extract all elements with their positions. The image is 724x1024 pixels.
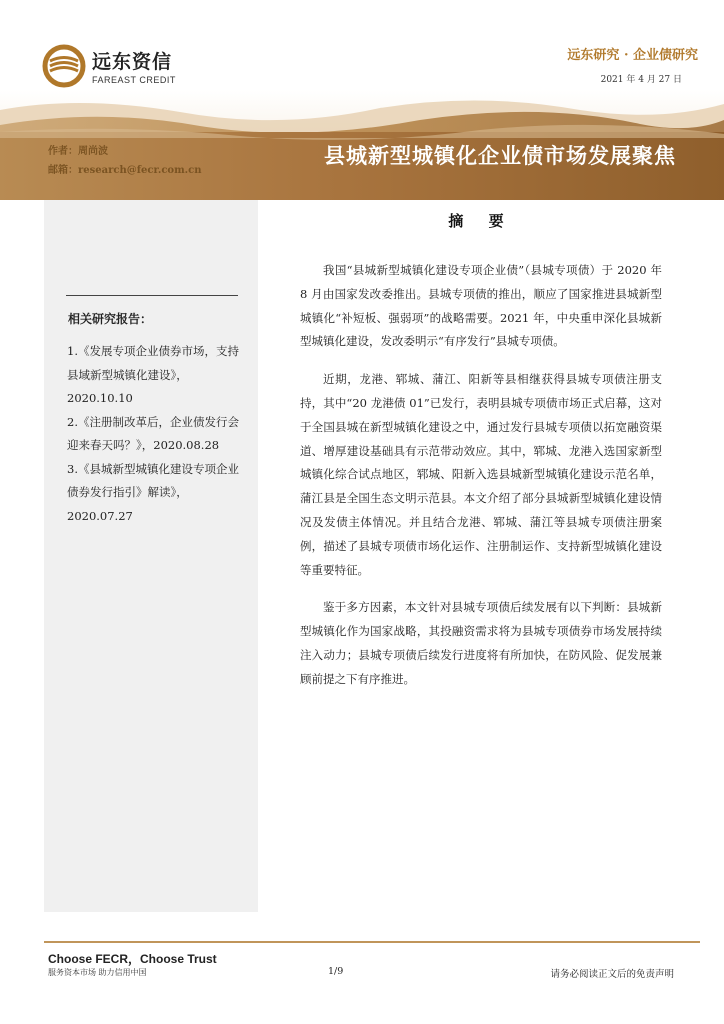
abstract-paragraph: 鉴于多方因素，本文针对县城专项债后续发展有以下判断：县城新型城镇化作为国家战略，其投融资需求将为县城专项债券市场发展持续注入动力；县城专项债后续发行进度将有所加快，在防风险、促发展兼顾前提之下有序推进。 (300, 600, 662, 686)
report-series: 远东研究 · 企业债研究 (567, 48, 698, 63)
abstract-heading: 摘 要 (448, 212, 514, 230)
related-report-item: 3.《县城新型城镇化建设专项企业债券发行指引》解读》， (67, 461, 239, 499)
related-report-date: 2020.10.10 (67, 391, 133, 405)
related-report-date: 2020.07.27 (67, 508, 133, 523)
author-info (48, 142, 202, 180)
footer-tagline: Choose FECR，Choose Trust (48, 952, 217, 966)
author-email: 邮箱：research@fecr.com.cn (48, 165, 202, 176)
related-reports-heading: 相关研究报告： (68, 312, 153, 326)
footer-divider (44, 941, 700, 943)
fareast-logo-icon (42, 44, 86, 88)
sidebar-divider (66, 295, 238, 296)
page-number: 1/9 (328, 966, 344, 977)
abstract-paragraph: 我国“县城新型城镇化建设专项企业债”（县城专项债）于 2020 年 8 月由国家发改委推出。县城专项债的推出，顺应了国家推进县城新型城镇化“补短板、强弱项”的战略需要。2021 年，中央重申深化县城新型城镇化建设，发改委明示“有序发行”县城专项债。 (300, 263, 662, 349)
report-date: 2021 年 4 月 27 日 (600, 75, 682, 85)
author-name: 作者：周尚波 (48, 146, 108, 157)
footer-disclaimer: 请务必阅读正文后的免责声明 (550, 969, 674, 980)
footer-slogan: 服务资本市场 助力信用中国 (48, 968, 147, 977)
sidebar-panel (44, 200, 258, 912)
company-logo (42, 44, 176, 88)
logo-subtitle: FAREAST CREDIT (92, 75, 176, 85)
related-report-item: 2.《注册制改革后，企业债发行会迎来春天吗？》，2020.08.28 (67, 414, 239, 452)
related-reports-list (67, 340, 247, 528)
logo-name: 远东资信 (92, 51, 173, 73)
report-title: 县城新型城镇化企业债市场发展聚焦 (324, 143, 676, 168)
related-report-item: 1.《发展专项企业债券市场，支持县域新型城镇化建设》， (67, 344, 239, 382)
abstract-paragraph: 近期，龙港、郓城、蒲江、阳新等县相继获得县城专项债注册支持，其中“20 龙港债 01”已发行，表明县城专项债市场正式启幕，这对于全国县城在新型城镇化建设之中，通过发行县城专项债以拓宽融资渠道、增厚建设基础具有示范带动效应。其中，郓城、龙港入选国家新型城镇化综合试点地区，郓城、阳新入选县城新型城镇化建设示范名单，蒲江县是全国生态文明示范县。本文介绍了部分县城新型城镇化建设情况及发债主体情况。并且结合龙港、郓城、蒲江等县城专项债注册案例，描述了县城专项债市场化运作、注册制运作、支持新型城镇化建设等重要特征。 (300, 372, 662, 577)
abstract-section (300, 210, 662, 706)
